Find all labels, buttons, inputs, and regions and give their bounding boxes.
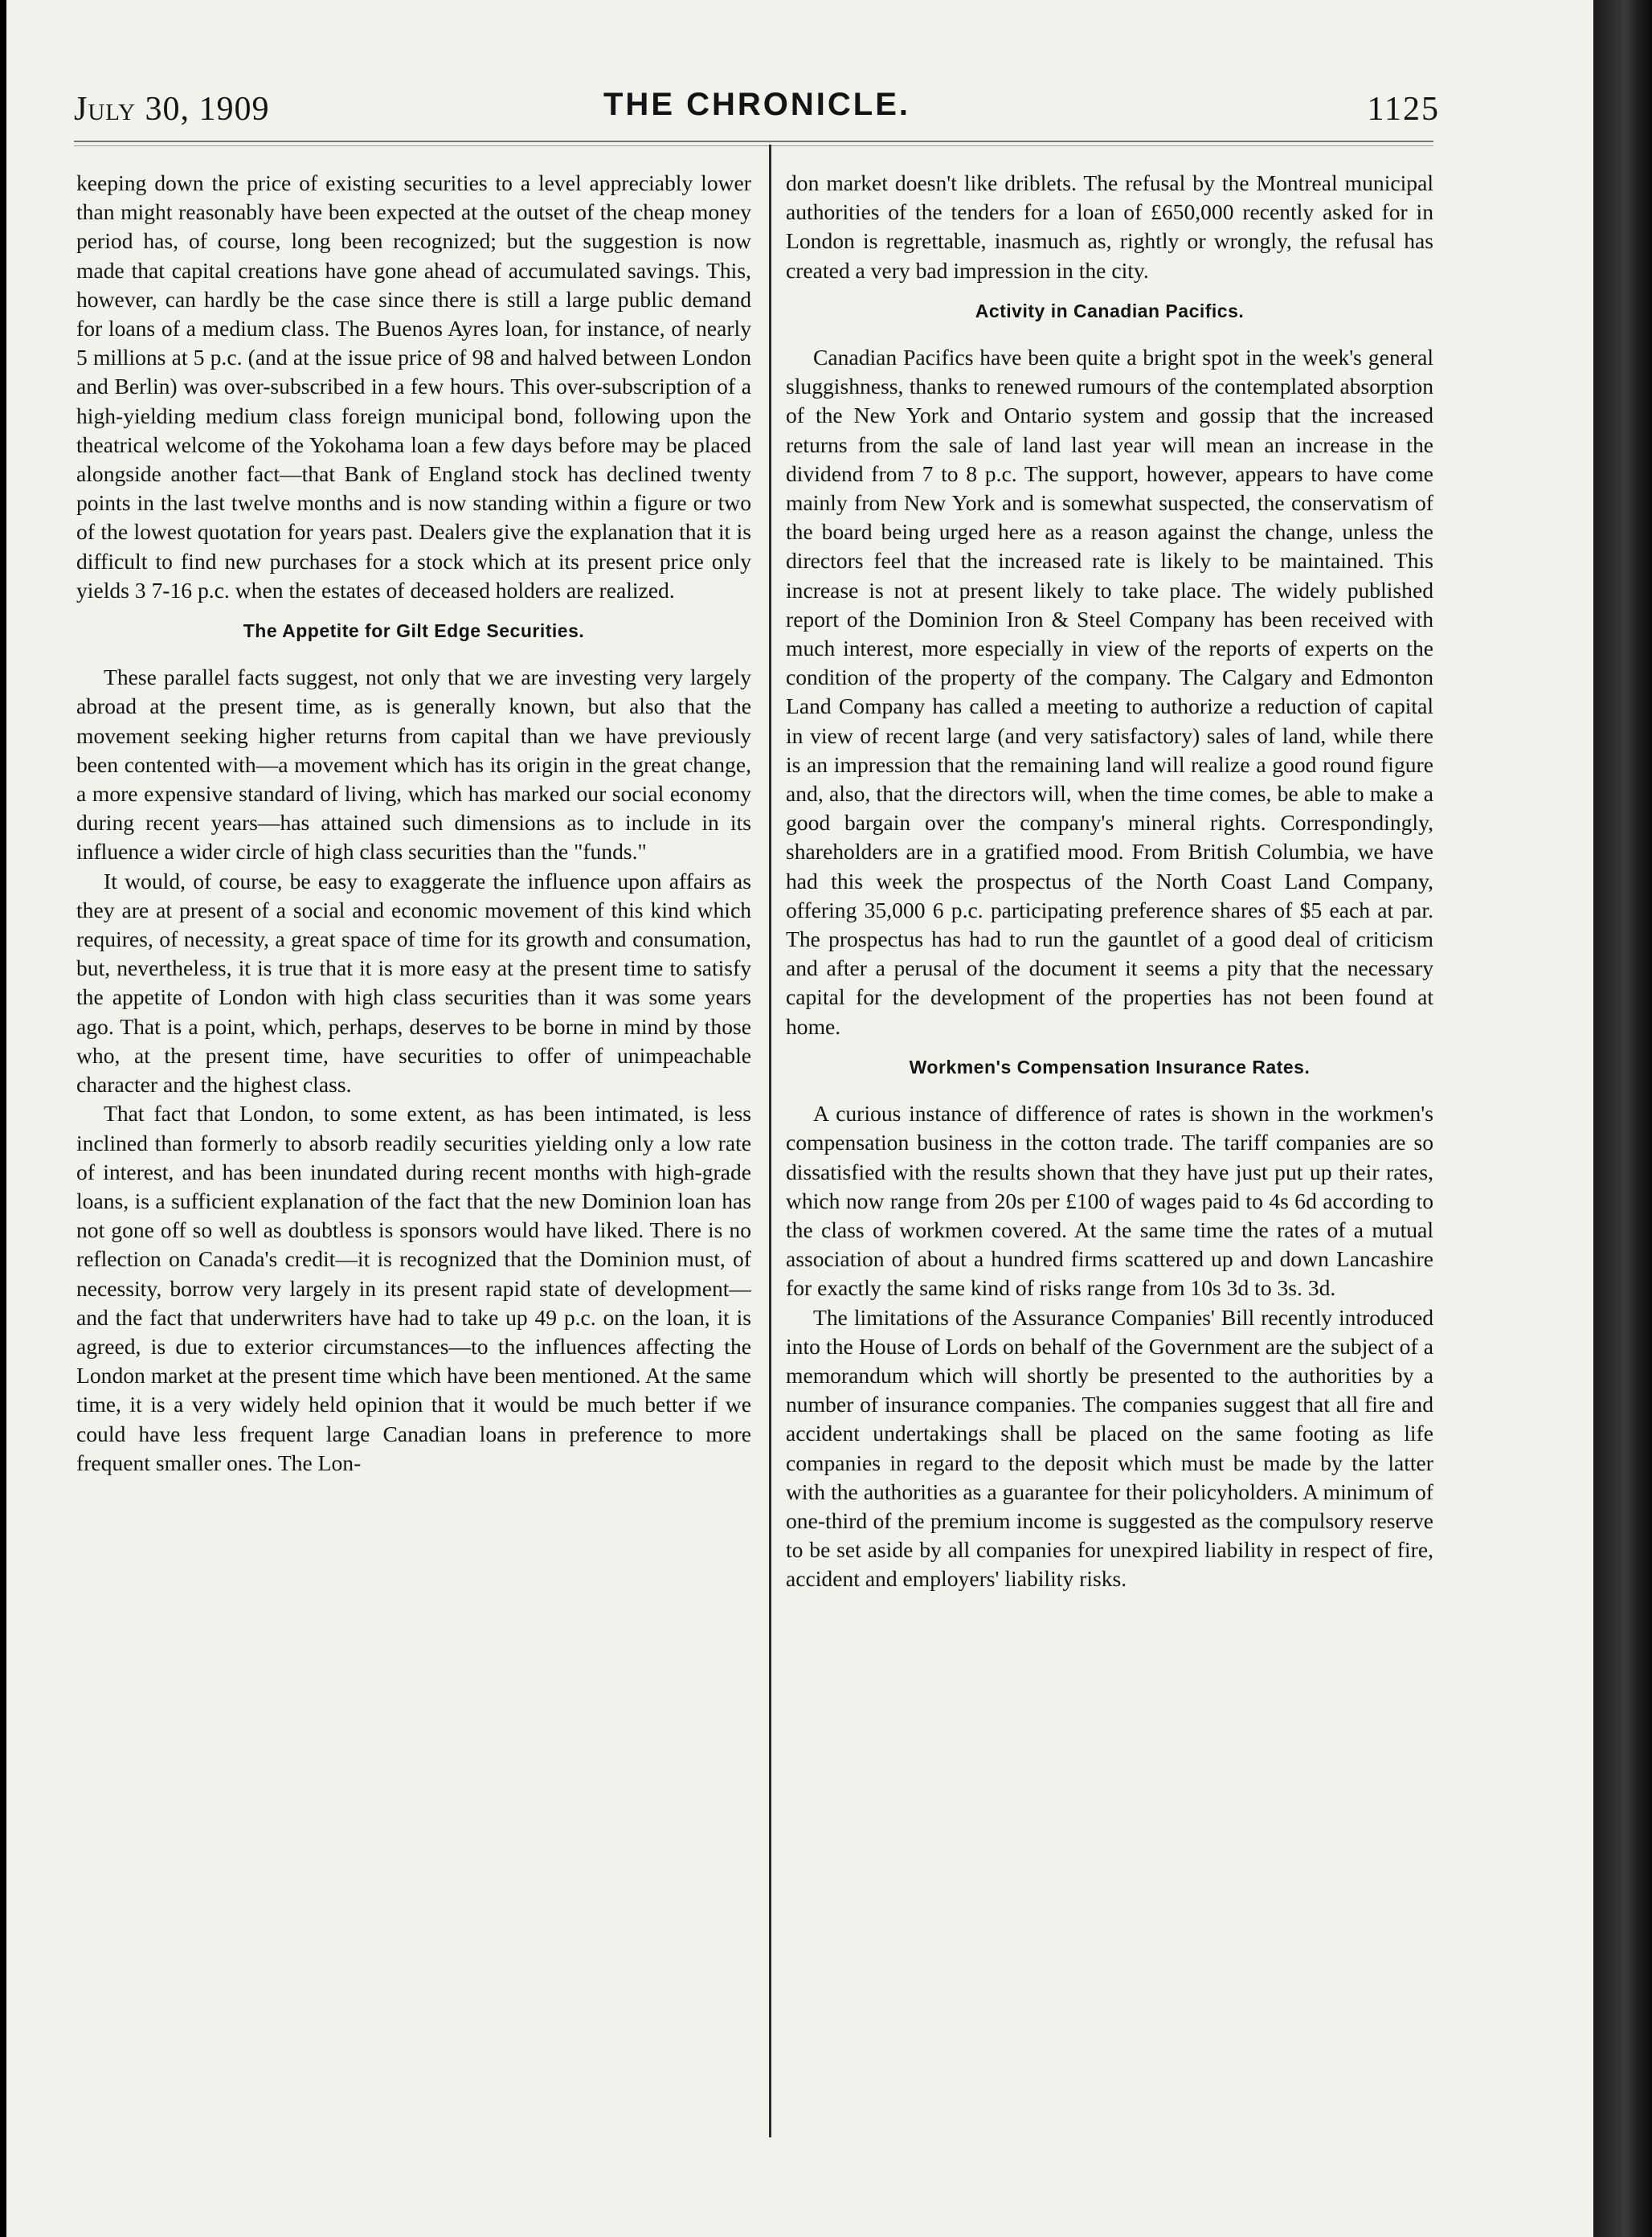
publication-title: THE CHRONICLE. xyxy=(603,87,910,122)
paragraph: These parallel facts suggest, not only that we are investing very largely abroad at the present time, as is generally known, but also that the movement seeking higher returns from capital than we have previously been contented with—a movement which has its origin in the great change, a more expensive standard of living, which has marked our social economy during recent years—has attained such dimensions as to include in its influence a wider circle of high class securities than the "funds." xyxy=(76,665,751,865)
paragraph: keeping down the price of existing securities to a level appreciably lower than might reasonably have been expected at the outset of the cheap money period has, of course, long been recognized; but the suggestion is now made that capital creations have gone ahead of accumulated savings. This, however, can hardly be the case since there is still a large public demand for loans of a medium class. The Buenos Ayres loan, for instance, of nearly 5 millions at 5 p.c. (and at the issue price of 98 and halved between London and Berlin) was over-subscribed in a few hours. This over-subscription of a high-yielding medium class foreign municipal bond, following upon the theatrical welcome of the Yokohama loan a few days before may be placed alongside another fact—that Bank of England stock has declined twenty points in the last twelve months and is now standing within a figure or two of the lowest quotation for years past. Dealers give the explanation that it is difficult to find new purchases for a stock which at its present price only yields 3 7-16 p.c. when the estates of deceased holders are realized. xyxy=(76,170,751,603)
paragraph: It would, of course, be easy to exaggerate the influence upon affairs as they are at present of a social and economic movement of this kind which requires, of necessity, a great space of time for its growth and consumation, but, nevertheless, it is true that it is more easy at the present time to satisfy the appetite of London with high class securities than it was some years ago. That is a point, which, perhaps, deserves to be borne in mind by those who, at the present time, have securities to offer of unimpeachable character and the highest class. xyxy=(76,868,751,1098)
right-column xyxy=(786,169,1433,2129)
paragraph: The limitations of the Assurance Companies' Bill recently introduced into the House of Lords on behalf of the Government are the subject of a memorandum which will shortly be presented to the authorities by a number of insurance companies. The companies suggest that all fire and accident undertakings shall be placed on the same footing as life companies in regard to the deposit which must be made by the latter with the authorities as a guarantee for their policyholders. A minimum of one-third of the premium income is suggested as the compulsory reserve to be set aside by all companies for unexpired liability in respect of fire, accident and employers' liability risks. xyxy=(786,1304,1433,1592)
header-rule xyxy=(74,141,1433,146)
column-divider xyxy=(769,145,771,2137)
issue-date: July 30, 1909 xyxy=(74,91,270,128)
paragraph: That fact that London, to some extent, as has been intimated, is less inclined than formerly to absorb readily securities yielding only a low rate of interest, and has been inundated during recent months with high-grade loans, is a sufficient explanation of the fact that the new Dominion loan has not gone off so well as doubtless is sponsors would have liked. There is no reflection on Canada's credit—it is recognized that the Dominion must, of necessity, borrow very largely in its present rapid state of development—and the fact that underwriters have had to take up 49 p.c. on the loan, it is agreed, is due to exterior circumstances—to the influences affecting the London market at the present time which have been mentioned. At the same time, it is a very widely held opinion that it would be much better if we could have less frequent large Canadian loans in preference to more frequent smaller ones. The Lon- xyxy=(76,1101,751,1475)
paragraph: A curious instance of difference of rates is shown in the workmen's compensation business in the cotton trade. The tariff companies are so dissatisfied with the results shown that they have just put up their rates, which now range from 20s per £100 of wages paid to 4s 6d according to the class of workmen covered. At the same time the rates of a mutual association of about a hundred firms scattered up and down Lancashire for exactly the same kind of risks range from 10s 3d to 3s. 3d. xyxy=(786,1101,1433,1301)
section-heading: Workmen's Compensation Insurance Rates. xyxy=(909,1056,1311,1078)
paragraph: don market doesn't like driblets. The refusal by the Montreal municipal authorities of the tenders for a loan of £650,000 recently asked for in London is regrettable, inasmuch as, rightly or wrongly, the refusal has created a very bad impression in the city. xyxy=(786,170,1433,283)
running-header xyxy=(74,80,1440,137)
page-number: 1125 xyxy=(1367,91,1440,128)
paragraph: Canadian Pacifics have been quite a bright spot in the week's general sluggishness, thanks to renewed rumours of the contemplated absorption of the New York and Ontario system and gossip that the increased returns from the sale of land last year will mean an increase in the dividend from 7 to 8 p.c. The support, however, appears to have come mainly from New York and is somewhat suspected, the conservatism of the board being urged here as a reason against the change, unless the directors feel that the increased rate is likely to be maintained. This increase is not at present likely to take place. The widely published report of the Dominion Iron & Steel Company has been received with much interest, more especially in view of the reports of experts on the condition of the property of the company. The Calgary and Edmonton Land Company has called a meeting to authorize a reduction of capital in view of recent large (and very satisfactory) sales of land, while there is an impression that the remaining land will realize a good round figure and, also, that the directors will, when the time comes, be able to make a good bargain over the company's mineral rights. Correspondingly, shareholders are in a gratified mood. From British Columbia, we have had this week the prospectus of the North Coast Land Company, offering 35,000 6 p.c. participating preference shares of $5 each at par. The prospectus has had to run the gauntlet of a good deal of criticism and after a perusal of the document it seems a pity that the necessary capital for the development of the properties has not been found at home. xyxy=(786,345,1433,1039)
left-column xyxy=(76,169,751,2129)
book-binding-edge xyxy=(1593,0,1652,2237)
section-heading: Activity in Canadian Pacifics. xyxy=(975,300,1245,321)
section-heading: The Appetite for Gilt Edge Securities. xyxy=(243,620,585,642)
